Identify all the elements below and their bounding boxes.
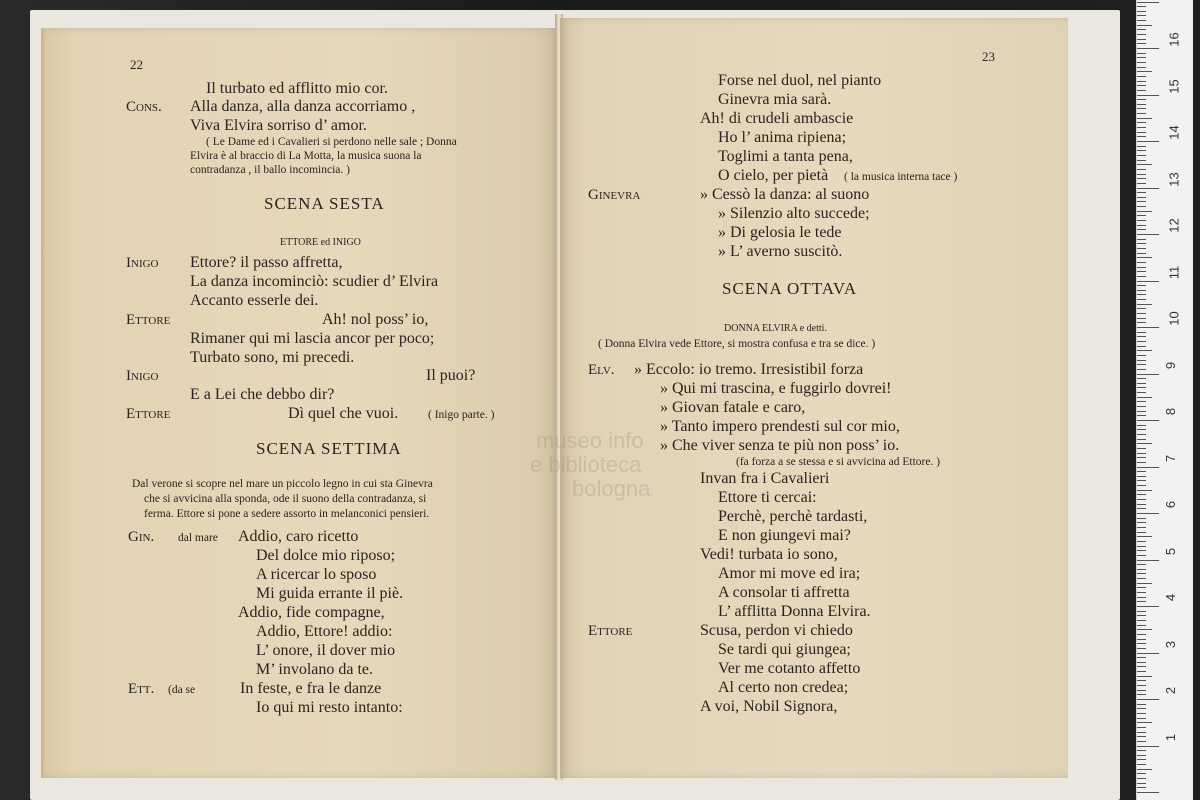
ruler-tick	[1137, 685, 1146, 686]
ruler-number: 14	[1166, 125, 1182, 140]
ruler-tick	[1137, 787, 1146, 788]
speaker-label: Gin.	[128, 529, 155, 545]
ruler-tick	[1137, 499, 1146, 500]
ruler-tick	[1137, 680, 1146, 681]
ruler-tick	[1137, 708, 1146, 709]
ruler-tick	[1137, 625, 1146, 626]
ruler-number: 6	[1163, 500, 1179, 509]
verse-line: Vedi! turbata io sono,	[700, 546, 838, 563]
verse-line: » Di gelosia le tede	[718, 224, 842, 241]
verse-line: » Giovan fatale e caro,	[660, 399, 806, 416]
ruler-tick	[1137, 122, 1146, 123]
speaker-label: Inigo	[126, 255, 159, 271]
ruler-number: 3	[1163, 640, 1179, 648]
ruler-tick	[1137, 746, 1159, 747]
ruler-tick	[1137, 453, 1146, 454]
verse-line: Accanto esserle dei.	[190, 292, 319, 309]
ruler-tick	[1137, 480, 1146, 481]
verse-line: Addio, Ettore! addio:	[256, 623, 393, 640]
ruler-tick	[1137, 425, 1146, 426]
ruler-tick	[1137, 569, 1146, 570]
stage-direction: contradanza , il ballo incomincia. )	[190, 164, 350, 176]
ruler-tick	[1137, 150, 1146, 151]
stage-direction: dal mare	[178, 532, 218, 544]
stage-direction: (fa forza a se stessa e si avvicina ad Ettore. )	[736, 456, 941, 468]
ruler-tick	[1137, 132, 1146, 133]
verse-line: Il puoi?	[426, 367, 476, 384]
ruler-number: 9	[1163, 361, 1179, 369]
ruler-tick	[1137, 634, 1146, 635]
ruler-tick	[1137, 392, 1146, 393]
ruler-tick	[1137, 750, 1146, 751]
ruler-tick	[1137, 197, 1146, 198]
ruler-tick	[1137, 25, 1152, 26]
ruler-number: 16	[1166, 32, 1182, 47]
ruler-tick	[1137, 420, 1159, 421]
ruler-tick	[1137, 764, 1146, 765]
ruler-tick	[1137, 113, 1146, 114]
ruler-tick	[1137, 653, 1159, 654]
ruler-tick	[1137, 239, 1146, 240]
ruler-tick	[1137, 11, 1146, 12]
ruler-tick	[1137, 95, 1159, 96]
ruler-tick	[1137, 397, 1152, 398]
ruler-tick	[1137, 490, 1152, 491]
ruler-tick	[1137, 99, 1146, 100]
ruler-tick	[1137, 606, 1159, 607]
ruler-tick	[1137, 355, 1146, 356]
verse-line: Alla danza, alla danza accorriamo ,	[190, 98, 416, 115]
ruler-number: 12	[1166, 218, 1182, 233]
ruler-tick	[1137, 648, 1146, 649]
ruler-tick	[1137, 67, 1146, 68]
ruler-tick	[1137, 639, 1146, 640]
speaker-label: Elv.	[588, 362, 615, 378]
scene-title: SCENA OTTAVA	[722, 279, 858, 298]
verse-line: L’ onore, il dover mio	[256, 642, 396, 659]
ruler-tick	[1137, 174, 1146, 175]
stage-direction: ( Donna Elvira vede Ettore, si mostra confusa e tra se dice. )	[598, 338, 876, 350]
ruler-tick	[1137, 271, 1146, 272]
ruler-tick	[1137, 141, 1159, 142]
ruler-tick	[1137, 597, 1146, 598]
verse-line: Perchè, perchè tardasti,	[718, 508, 868, 525]
verse-line: Rimaner qui mi lascia ancor per poco;	[190, 330, 435, 347]
ruler-tick	[1137, 294, 1146, 295]
verse-line: Ginevra mia sarà.	[718, 91, 832, 108]
ruler-tick	[1137, 643, 1146, 644]
ruler-tick	[1137, 508, 1146, 509]
ruler-tick	[1137, 81, 1146, 82]
ruler-tick	[1137, 536, 1152, 537]
verse-line: Turbato sono, mi precedi.	[190, 349, 355, 366]
stage-direction: Elvira è al braccio di La Motta, la musica suona la	[190, 150, 422, 162]
stage-direction: ferma. Ettore si pone a sedere assorto in melanconici pensieri.	[144, 508, 430, 520]
ruler-tick	[1137, 360, 1146, 361]
verse-line: Toglimi a tanta pena,	[718, 148, 853, 165]
ruler-tick	[1137, 188, 1159, 189]
ruler-number: 15	[1166, 78, 1182, 94]
ruler-tick	[1137, 736, 1146, 737]
ruler-tick	[1137, 369, 1146, 370]
ruler-tick	[1137, 48, 1159, 49]
ruler-number: 5	[1163, 547, 1179, 555]
verse-line: Ettore ti cercai:	[718, 489, 817, 506]
stage-direction: ( la musica interna tace )	[844, 171, 958, 183]
ruler-tick	[1137, 192, 1146, 193]
ruler-number: 13	[1166, 171, 1182, 187]
ruler-tick	[1137, 281, 1159, 282]
ruler-tick	[1137, 401, 1146, 402]
ruler-tick	[1137, 155, 1146, 156]
ruler-tick	[1137, 504, 1146, 505]
stage-direction: ( Le Dame ed i Cavalieri si perdono nelle sale ; Donna	[206, 136, 457, 148]
ruler-tick	[1137, 722, 1152, 723]
stage-direction: Dal verone si scopre nel mare un piccolo legno in cui sta Ginevra	[132, 478, 433, 490]
ruler-tick	[1137, 690, 1146, 691]
ruler-tick	[1137, 587, 1146, 588]
ruler-tick	[1137, 257, 1152, 258]
ruler-tick	[1137, 253, 1146, 254]
ruler-tick	[1137, 308, 1146, 309]
ruler-tick	[1137, 15, 1146, 16]
verse-line: Ver me cotanto affetto	[718, 660, 861, 677]
ruler-tick	[1137, 285, 1146, 286]
stage-direction: ( Inigo parte. )	[428, 409, 495, 421]
ruler-tick	[1137, 104, 1146, 105]
ruler-tick	[1137, 318, 1146, 319]
watermark-line: bologna	[572, 476, 651, 501]
ruler-tick	[1137, 85, 1146, 86]
page-number: 23	[982, 49, 995, 64]
ruler-tick	[1137, 43, 1146, 44]
verse-line: A ricercar lo sposo	[256, 566, 377, 583]
ruler-number: 8	[1163, 407, 1179, 416]
ruler-tick	[1137, 211, 1152, 212]
verse-line: » Tanto impero prendesti sul cor mio,	[660, 418, 900, 435]
ruler-number: 7	[1163, 454, 1179, 462]
verse-line: In feste, e fra le danze	[240, 680, 382, 697]
ruler-number: 4	[1163, 593, 1179, 602]
ruler-tick	[1137, 164, 1152, 165]
ruler-tick	[1137, 341, 1146, 342]
verse-line: » Che viver senza te più non poss’ io.	[660, 437, 900, 454]
ruler-tick	[1137, 759, 1146, 760]
ruler-tick	[1137, 332, 1146, 333]
ruler-tick	[1137, 53, 1146, 54]
ruler-tick	[1137, 448, 1146, 449]
ruler-tick	[1137, 532, 1146, 533]
speaker-label: Ettore	[126, 406, 171, 422]
ruler-number: 2	[1163, 686, 1179, 695]
speaker-label: Ett.	[128, 681, 155, 697]
ruler-tick	[1137, 467, 1159, 468]
ruler-tick	[1137, 522, 1146, 523]
ruler-tick	[1137, 769, 1152, 770]
ruler-tick	[1137, 262, 1146, 263]
verse-line: E non giungevi mai?	[718, 527, 851, 544]
right-page	[560, 18, 1068, 778]
ruler-tick	[1137, 160, 1146, 161]
verse-line: La danza incominciò: scudier d’ Elvira	[190, 273, 439, 290]
ruler-tick	[1137, 457, 1146, 458]
ruler-tick	[1137, 657, 1146, 658]
ruler-tick	[1137, 713, 1146, 714]
ruler-tick	[1137, 778, 1146, 779]
ruler-tick	[1137, 485, 1146, 486]
verse-line: Scusa, perdon vi chiedo	[700, 622, 853, 639]
ruler-tick	[1137, 136, 1146, 137]
ruler-tick	[1137, 560, 1159, 561]
ruler-tick	[1137, 546, 1146, 547]
ruler-tick	[1137, 583, 1152, 584]
verse-line: Ah! di crudeli ambascie	[700, 110, 854, 127]
ruler-tick	[1137, 741, 1146, 742]
verse-line: Amor mi move ed ira;	[718, 565, 861, 582]
verse-line: Se tardi qui giungea;	[718, 641, 851, 658]
verse-line: L’ afflitta Donna Elvira.	[718, 603, 871, 620]
stage-direction: (da se	[168, 684, 196, 696]
verse-line: A consolar ti affretta	[718, 584, 850, 601]
ruler-tick	[1137, 290, 1146, 291]
verse-line: Il turbato ed afflitto mio cor.	[206, 80, 388, 97]
ruler-tick	[1137, 118, 1152, 119]
ruler-tick	[1137, 415, 1146, 416]
ruler-tick	[1137, 243, 1146, 244]
ruler-tick	[1137, 108, 1146, 109]
verse-line: A voi, Nobil Signora,	[700, 698, 838, 715]
verse-line: Ettore? il passo affretta,	[190, 254, 343, 271]
speaker-label: Cons.	[126, 99, 162, 115]
verse-line: Dì quel che vuoi.	[288, 405, 399, 422]
ruler-tick	[1137, 620, 1146, 621]
ruler-tick	[1137, 146, 1146, 147]
ruler-tick	[1137, 671, 1146, 672]
verse-line: Addio, fide compagne,	[238, 604, 385, 621]
ruler-tick	[1137, 429, 1146, 430]
ruler-tick	[1137, 76, 1146, 77]
ruler-tick	[1137, 476, 1146, 477]
ruler-tick	[1137, 2, 1159, 3]
ruler-tick	[1137, 550, 1146, 551]
ruler-tick	[1137, 732, 1146, 733]
ruler-tick	[1137, 629, 1152, 630]
speaker-label: Ettore	[588, 623, 633, 639]
watermark-line: museo info	[536, 428, 644, 453]
ruler-tick	[1137, 387, 1146, 388]
page-number: 22	[130, 57, 143, 72]
scene-title: SCENA SETTIMA	[256, 439, 402, 458]
ruler-tick	[1137, 676, 1152, 677]
ruler-tick	[1137, 578, 1146, 579]
ruler-tick	[1137, 229, 1146, 230]
ruler-tick	[1137, 215, 1146, 216]
ruler-tick	[1137, 183, 1146, 184]
verse-line: » Cessò la danza: al suono	[700, 186, 870, 203]
ruler-tick	[1137, 248, 1146, 249]
verse-line: Ah! nol poss’ io,	[322, 311, 429, 328]
ruler-tick	[1137, 62, 1146, 63]
ruler-tick	[1137, 71, 1152, 72]
ruler-tick	[1137, 364, 1146, 365]
verse-line: » Qui mi trascina, e fuggirlo dovrei!	[660, 380, 892, 397]
verse-line: Forse nel duol, nel pianto	[718, 72, 882, 89]
ruler-tick	[1137, 592, 1146, 593]
scene-title: SCENA SESTA	[264, 194, 385, 213]
verse-line: M’ involano da te.	[256, 661, 374, 678]
ruler-tick	[1137, 615, 1146, 616]
ruler-tick	[1137, 792, 1159, 793]
ruler-tick	[1137, 346, 1146, 347]
ruler-number: 10	[1166, 311, 1182, 326]
ruler-number: 1	[1163, 733, 1179, 741]
ruler-tick	[1137, 39, 1146, 40]
scene-cast: ETTORE ed INIGO	[280, 237, 361, 248]
ruler-tick	[1137, 462, 1146, 463]
verse-line: Viva Elvira sorriso d’ amor.	[190, 117, 367, 134]
left-page	[44, 28, 559, 778]
verse-line: O cielo, per pietà	[718, 167, 829, 184]
ruler-tick	[1137, 276, 1146, 277]
ruler-tick	[1137, 313, 1146, 314]
verse-line: » Silenzio alto succede;	[718, 205, 870, 222]
stage-direction: che si avvicina alla sponda, ode il suono della contradanza, si	[144, 493, 427, 505]
ruler-tick	[1137, 299, 1146, 300]
ruler-tick	[1137, 694, 1146, 695]
ruler-tick	[1137, 383, 1146, 384]
ruler-tick	[1137, 666, 1146, 667]
ruler-tick	[1137, 127, 1146, 128]
ruler-tick	[1137, 90, 1146, 91]
ruler-tick	[1137, 439, 1146, 440]
ruler-tick	[1137, 513, 1159, 514]
verse-line: » L’ averno suscitò.	[718, 243, 843, 260]
ruler-tick	[1137, 350, 1152, 351]
ruler-tick	[1137, 327, 1159, 328]
ruler-tick	[1137, 225, 1146, 226]
ruler-tick	[1137, 699, 1159, 700]
ruler-tick	[1137, 434, 1146, 435]
scene-cast: DONNA ELVIRA e detti.	[724, 323, 827, 334]
ruler-tick	[1137, 201, 1146, 202]
measurement-ruler	[1136, 0, 1193, 800]
watermark-line: e biblioteca	[530, 452, 642, 477]
verse-line: Mi guida errante il piè.	[256, 585, 404, 602]
ruler-tick	[1137, 234, 1159, 235]
ruler-tick	[1137, 611, 1146, 612]
speaker-label: Inigo	[126, 368, 159, 384]
ruler-tick	[1137, 406, 1146, 407]
ruler-tick	[1137, 541, 1146, 542]
ruler-tick	[1137, 29, 1146, 30]
verse-line: Del dolce mio riposo;	[256, 547, 396, 564]
ruler-tick	[1137, 443, 1152, 444]
ruler-tick	[1137, 727, 1146, 728]
ruler-tick	[1137, 662, 1146, 663]
ruler-tick	[1137, 783, 1146, 784]
ruler-tick	[1137, 378, 1146, 379]
ruler-tick	[1137, 374, 1159, 375]
ruler-tick	[1137, 169, 1146, 170]
ruler-tick	[1137, 773, 1146, 774]
ruler-tick	[1137, 704, 1146, 705]
ruler-tick	[1137, 601, 1146, 602]
ruler-tick	[1137, 755, 1146, 756]
ruler-tick	[1137, 527, 1146, 528]
ruler-tick	[1137, 178, 1146, 179]
verse-line: Invan fra i Cavalieri	[700, 470, 830, 487]
ruler-tick	[1137, 57, 1146, 58]
ruler-tick	[1137, 20, 1146, 21]
ruler-tick	[1137, 494, 1146, 495]
ruler-tick	[1137, 6, 1146, 7]
ruler-tick	[1137, 518, 1146, 519]
ruler-tick	[1137, 555, 1146, 556]
ruler-tick	[1137, 411, 1146, 412]
ruler-number: 11	[1166, 265, 1182, 279]
verse-line: Io qui mi resto intanto:	[256, 699, 403, 716]
speaker-label: Ettore	[126, 312, 171, 328]
speaker-label: Ginevra	[588, 187, 641, 203]
ruler-tick	[1137, 220, 1146, 221]
ruler-tick	[1137, 34, 1146, 35]
ruler-tick	[1137, 336, 1146, 337]
ruler-tick	[1137, 573, 1146, 574]
ruler-tick	[1137, 304, 1152, 305]
verse-line: E a Lei che debbo dir?	[190, 386, 335, 403]
ruler-tick	[1137, 267, 1146, 268]
verse-line: » Eccolo: io tremo. Irresistibil forza	[634, 361, 864, 378]
ruler-tick	[1137, 564, 1146, 565]
ruler-tick	[1137, 471, 1146, 472]
verse-line: Al certo non credea;	[718, 679, 849, 696]
ruler-tick	[1137, 718, 1146, 719]
ruler-tick	[1137, 322, 1146, 323]
ruler-tick	[1137, 206, 1146, 207]
verse-line: Ho l’ anima ripiena;	[718, 129, 847, 146]
verse-line: Addio, caro ricetto	[238, 528, 359, 545]
